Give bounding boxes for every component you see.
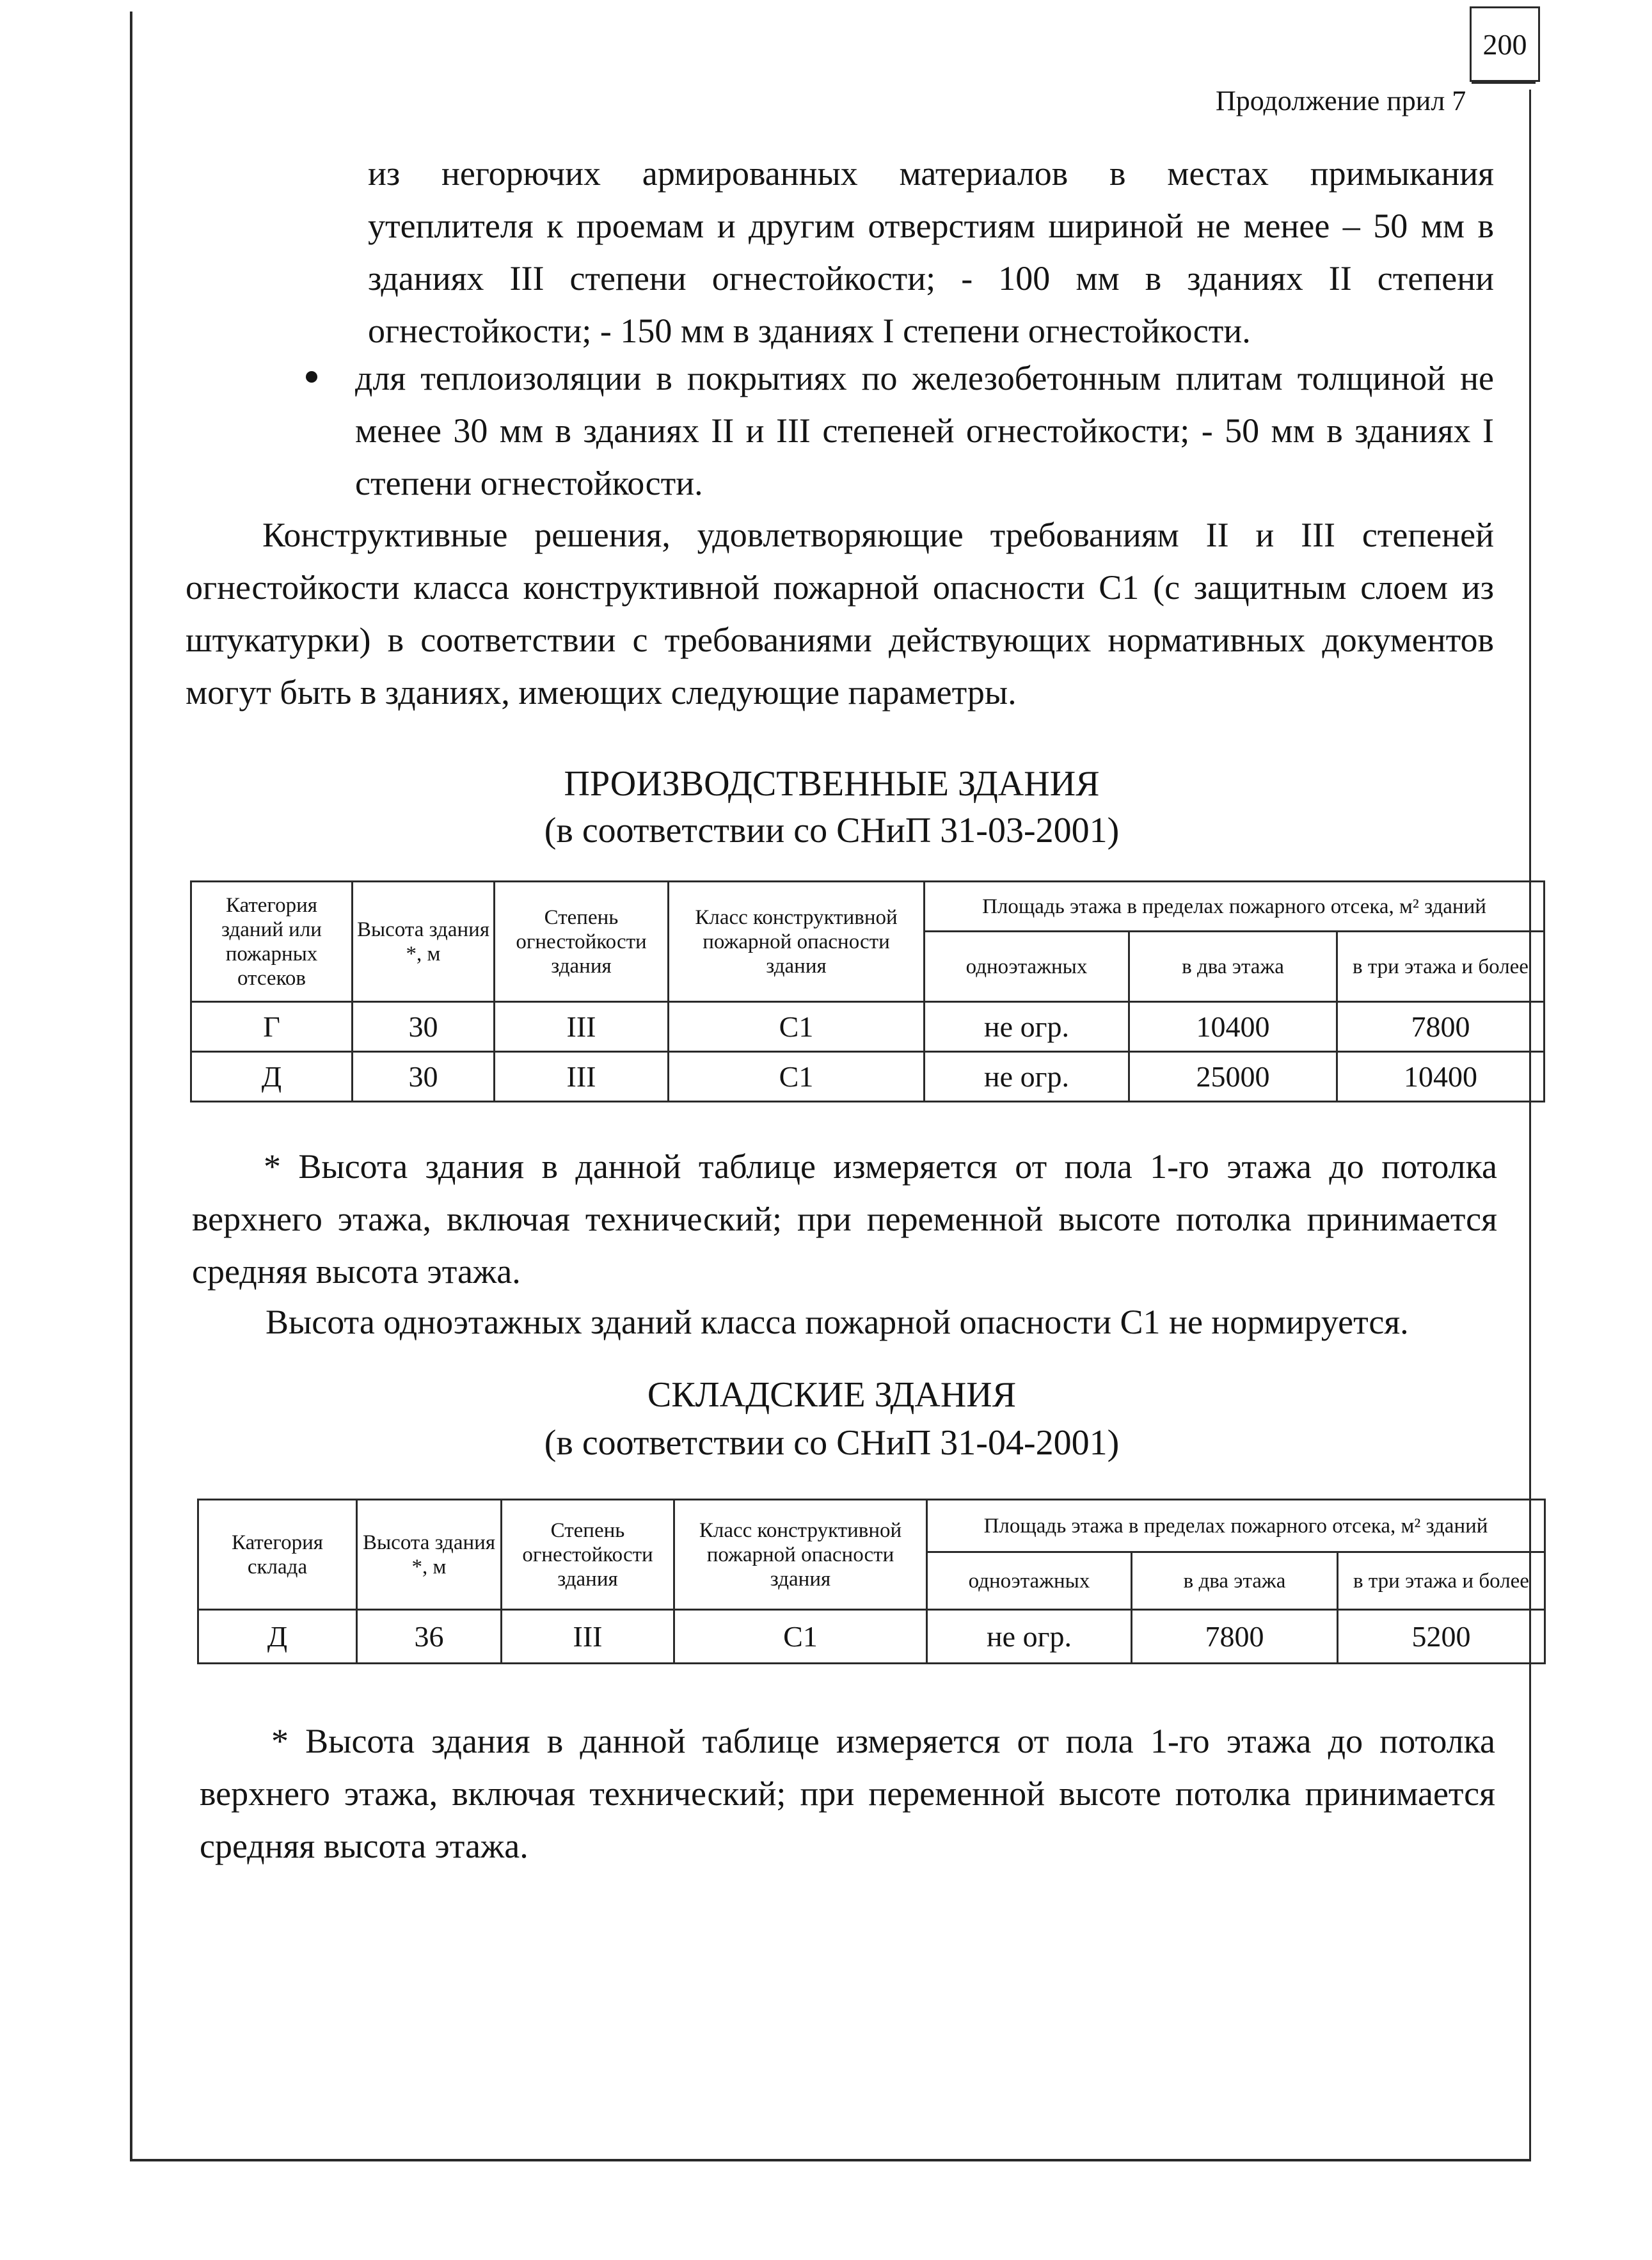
header-two-floors: в два этажа [1132, 1552, 1338, 1610]
production-subtitle: (в соответствии со СНиП 31-03-2001) [544, 811, 1120, 850]
header-area: Площадь этажа в пределах пожарного отсека, м² зданий [927, 1500, 1545, 1552]
header-one-floor: одноэтажных [925, 932, 1129, 1002]
bullet-icon [306, 371, 317, 383]
cell-two-floors: 10400 [1129, 1002, 1337, 1052]
cell-class: С1 [674, 1610, 927, 1664]
bullet-line: для теплоизоляции в покрытиях по железобетонным плитам толщиной не [355, 359, 1494, 397]
cell-category: Г [191, 1002, 353, 1052]
header-three-floors: в три этажа и более [1338, 1552, 1545, 1610]
para-line: огнестойкости класса конструктивной пожарной опасности С1 (с защитным слоем из [186, 568, 1494, 607]
cell-two-floors: 7800 [1132, 1610, 1338, 1664]
production-title: ПРОИЗВОДСТВЕННЫЕ ЗДАНИЯ [564, 764, 1100, 804]
production-table [190, 880, 1545, 1102]
production-note: Высота одноэтажных зданий класса пожарной опасности С1 не нормируется. [266, 1303, 1409, 1341]
cell-category: Д [191, 1052, 353, 1102]
cell-fire-degree: III [495, 1002, 669, 1052]
header-category: Категория зданий или пожарных отсеков [191, 882, 353, 1002]
table-row [191, 1052, 1545, 1102]
page-border-left [130, 12, 132, 2161]
cell-two-floors: 25000 [1129, 1052, 1337, 1102]
main-paragraph [186, 509, 1494, 719]
continuation-divider [1472, 82, 1536, 84]
intro-line: из негорючих армированных материалов в местах примыкания [368, 154, 1494, 193]
bullet-line: менее 30 мм в зданиях II и III степеней огнестойкости; - 50 мм в зданиях I [355, 411, 1494, 450]
cell-class: С1 [669, 1002, 925, 1052]
header-class: Класс конструктивной пожарной опасности здания [669, 882, 925, 1002]
bullet-line: степени огнестойкости. [355, 464, 703, 502]
table-row [191, 1002, 1545, 1052]
cell-one-floor: не огр. [925, 1002, 1129, 1052]
footnote-line: средняя высота этажа. [192, 1252, 521, 1291]
header-two-floors: в два этажа [1129, 932, 1337, 1002]
header-category: Категория склада [198, 1500, 357, 1610]
table-row [198, 1610, 1545, 1664]
header-area: Площадь этажа в пределах пожарного отсека, м² зданий [925, 882, 1545, 932]
cell-class: С1 [669, 1052, 925, 1102]
cell-category: Д [198, 1610, 357, 1664]
continuation-label: Продолжение прил 7 [1216, 85, 1466, 116]
cell-one-floor: не огр. [927, 1610, 1132, 1664]
warehouse-title: СКЛАДСКИЕ ЗДАНИЯ [647, 1375, 1017, 1415]
cell-one-floor: не огр. [925, 1052, 1129, 1102]
header-one-floor: одноэтажных [927, 1552, 1132, 1610]
cell-three-floors: 5200 [1338, 1610, 1545, 1664]
intro-line: огнестойкости; - 150 мм в зданиях I степени огнестойкости. [368, 312, 1251, 350]
footnote-line: верхнего этажа, включая технический; при переменной высоте потолка принимается [200, 1774, 1495, 1813]
header-class: Класс конструктивной пожарной опасности здания [674, 1500, 927, 1610]
para-line: могут быть в зданиях, имеющих следующие параметры. [186, 673, 1017, 712]
footnote-line: средняя высота этажа. [200, 1827, 528, 1865]
cell-height: 36 [357, 1610, 502, 1664]
cell-height: 30 [353, 1002, 495, 1052]
production-footnote [192, 1140, 1497, 1298]
page-border-bottom [130, 2159, 1531, 2161]
intro-paragraph [368, 147, 1494, 357]
warehouse-table [197, 1499, 1546, 1664]
footnote-line-first: * Высота здания в данной таблице измеряется от пола 1-го этажа до потолка [271, 1722, 1495, 1760]
warehouse-footnote [200, 1715, 1495, 1872]
warehouse-subtitle: (в соответствии со СНиП 31-04-2001) [544, 1423, 1120, 1463]
para-line: штукатурки) в соответствии с требованиями действующих нормативных документов [186, 621, 1494, 659]
footnote-line: верхнего этажа, включая технический; при переменной высоте потолка принимается [192, 1200, 1497, 1238]
cell-three-floors: 7800 [1337, 1002, 1545, 1052]
header-height: Высота здания *, м [357, 1500, 502, 1610]
cell-height: 30 [353, 1052, 495, 1102]
bullet-paragraph [355, 352, 1494, 509]
header-fire-degree: Степень огнестойкости здания [495, 882, 669, 1002]
para-line-first: Конструктивные решения, удовлетворяющие требованиям II и III степеней [262, 516, 1494, 554]
header-height: Высота здания *, м [353, 882, 495, 1002]
intro-line: зданиях III степени огнестойкости; - 100 мм в зданиях II степени [368, 259, 1494, 298]
cell-fire-degree: III [502, 1610, 674, 1664]
cell-three-floors: 10400 [1337, 1052, 1545, 1102]
page-border-right [1529, 90, 1531, 2161]
header-fire-degree: Степень огнестойкости здания [502, 1500, 674, 1610]
cell-fire-degree: III [495, 1052, 669, 1102]
intro-line: утеплителя к проемам и другим отверстиям шириной не менее – 50 мм в [368, 207, 1494, 245]
page-number: 200 [1470, 6, 1540, 82]
footnote-line-first: * Высота здания в данной таблице измеряется от пола 1-го этажа до потолка [264, 1147, 1497, 1186]
header-three-floors: в три этажа и более [1337, 932, 1545, 1002]
